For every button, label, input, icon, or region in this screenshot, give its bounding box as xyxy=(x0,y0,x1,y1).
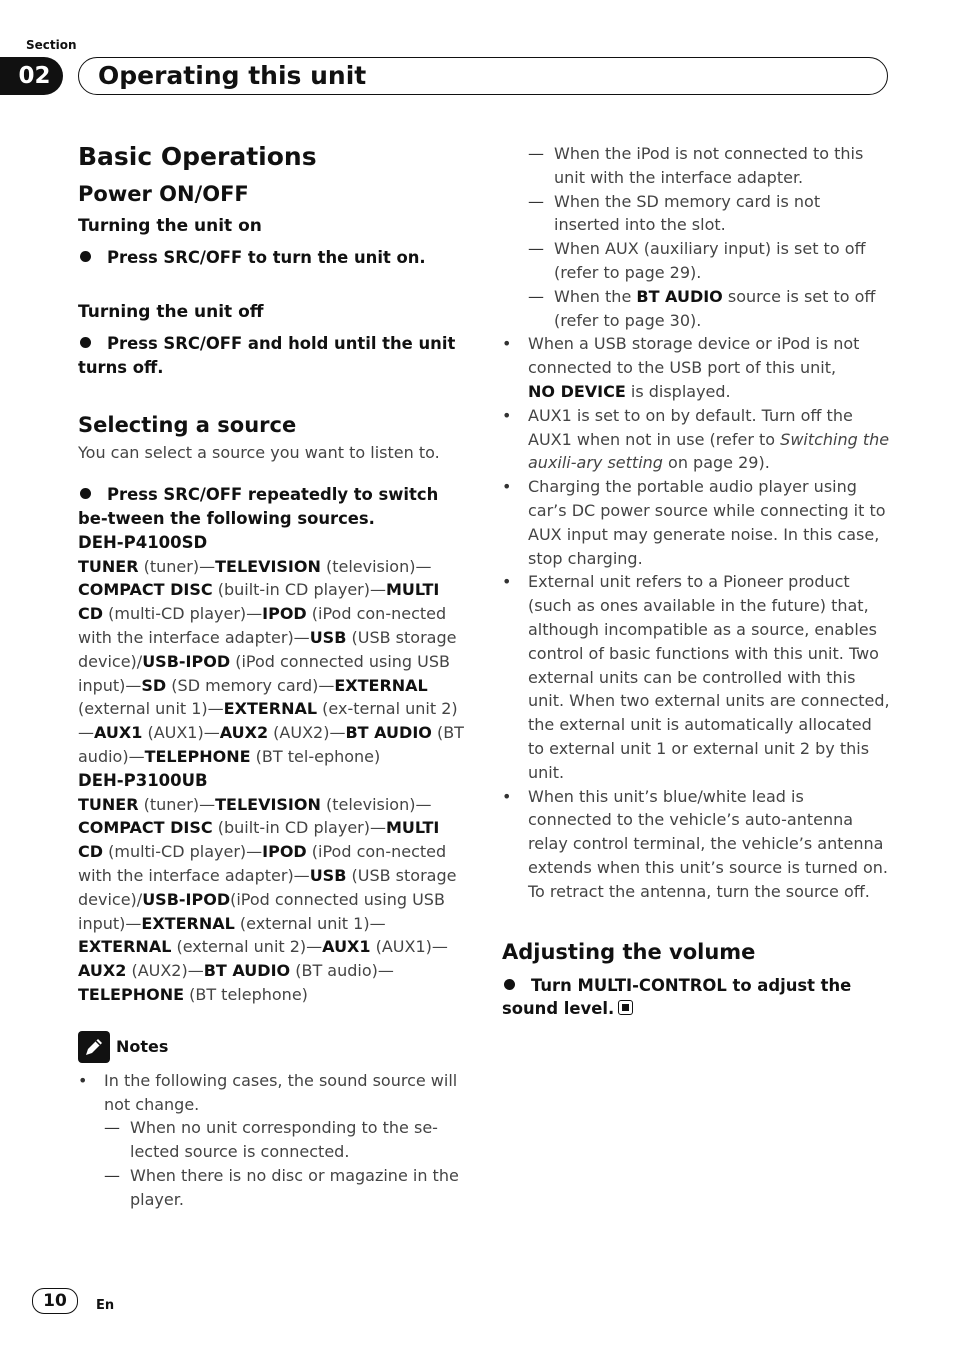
language-label: En xyxy=(96,1298,115,1313)
notes-list xyxy=(78,1069,466,1212)
note-item: • AUX1 is set to on by default. Turn off the AUX1 when not in use (refer to Switching the auxili-ary setting on page 29). xyxy=(502,404,890,475)
note-subitem: — When the iPod is not connected to this unit with the interface adapter. xyxy=(528,142,890,190)
volume-step: Turn MULTI-CONTROL to adjust the sound level. xyxy=(502,975,852,1019)
source-list-2: TUNER (tuner)—TELEVISION (television)—COMPACT DISC (built-in CD player)—MULTI CD (multi-CD player)—IPOD (iPod con-nected with the interface adapter)—USB (USB storage device)/USB-IPOD(iPod connected using USB input)—EXTERNAL (external unit 1)—EXTERNAL (external unit 2)—AUX1 (AUX1)—AUX2 (AUX2)—BT AUDIO (BT audio)—TELEPHONE (BT telephone) xyxy=(78,794,457,1004)
model-heading-2: DEH-P3100UB xyxy=(78,770,208,790)
section-title: Operating this unit xyxy=(98,61,367,90)
section-number: 02 xyxy=(0,57,63,95)
page-number: 10 xyxy=(32,1288,78,1314)
source-intro: You can select a source you want to listen to. xyxy=(78,443,440,463)
note-subitem: — When the SD memory card is not inserted into the slot. xyxy=(528,190,890,238)
bullet-dot xyxy=(504,979,515,990)
adjusting-volume-heading: Adjusting the volume xyxy=(502,939,756,964)
source-list-1: TUNER (tuner)—TELEVISION (television)—COMPACT DISC (built-in CD player)—MULTI CD (multi-CD player)—IPOD (iPod con-nected with the interface adapter)—USB (USB storage device)/USB-IPOD (iPod connected using USB input)—SD (SD memory card)—EXTERNAL (external unit 1)—EXTERNAL (ex-ternal unit 2)—AUX1 (AUX1)—AUX2 (AUX2)—BT AUDIO (BT audio)—TELEPHONE (BT tel-ephone) xyxy=(78,556,464,766)
note-pencil-icon xyxy=(78,1031,110,1063)
bullet-dot xyxy=(80,488,91,499)
turn-off-step: Press SRC/OFF and hold until the unit turns off. xyxy=(78,333,456,377)
section-label: Section xyxy=(26,38,77,52)
model-heading-1: DEH-P4100SD xyxy=(78,532,208,552)
selecting-source-heading: Selecting a source xyxy=(78,413,297,438)
notes-header xyxy=(78,1031,466,1063)
note-item: • When a USB storage device or iPod is not connected to the USB port of this unit, NO DEVICE is displayed. xyxy=(502,332,890,403)
note-item: • External unit refers to a Pioneer product (such as ones available in the future) that, although incompatible as a source, enables control of basic functions with this unit. Two external units can be controlled with this unit. When two external units are connected, the external unit is automatically allocated to external unit 1 or external unit 2 by this unit. xyxy=(502,570,890,784)
note-subitem: — When AUX (auxiliary input) is set to off (refer to page 29). xyxy=(528,237,890,285)
turning-off-heading: Turning the unit off xyxy=(78,301,264,322)
notes-list-continued xyxy=(502,332,890,903)
note-subitem: — When the BT AUDIO source is set to off (refer to page 30). xyxy=(528,285,890,333)
note-subitem: — When there is no disc or magazine in the player. xyxy=(104,1164,466,1212)
right-column xyxy=(502,142,890,1021)
note-item: • When this unit’s blue/white lead is connected to the vehicle’s auto-antenna relay control terminal, the vehicle’s antenna extends when this unit’s source is turned on. To retract the antenna, turn the source off. xyxy=(502,785,890,904)
end-mark-icon xyxy=(618,1000,633,1015)
note-subitem: — When no unit corresponding to the se-lected source is connected. xyxy=(104,1116,466,1164)
notes-label: Notes xyxy=(116,1036,169,1056)
turning-on-heading: Turning the unit on xyxy=(78,216,262,236)
power-onoff-heading: Power ON/OFF xyxy=(78,182,249,206)
note-item: • In the following cases, the sound source will not change. — When no unit corresponding to the se-lected source is connected. — When there is no disc or magazine in the player. xyxy=(78,1069,466,1212)
bullet-dot xyxy=(80,251,91,262)
bullet-dot xyxy=(80,337,91,348)
note-sublist-continued xyxy=(528,142,890,332)
turn-on-step: Press SRC/OFF to turn the unit on. xyxy=(78,246,466,270)
note-sublist xyxy=(104,1116,466,1211)
basic-operations-heading: Basic Operations xyxy=(78,142,317,171)
note-item: • Charging the portable audio player using car’s DC power source while connecting it to AUX input may generate noise. In this case, stop charging. xyxy=(502,475,890,570)
left-column xyxy=(78,140,466,1212)
source-step: Press SRC/OFF repeatedly to switch be-tween the following sources. xyxy=(78,485,439,528)
